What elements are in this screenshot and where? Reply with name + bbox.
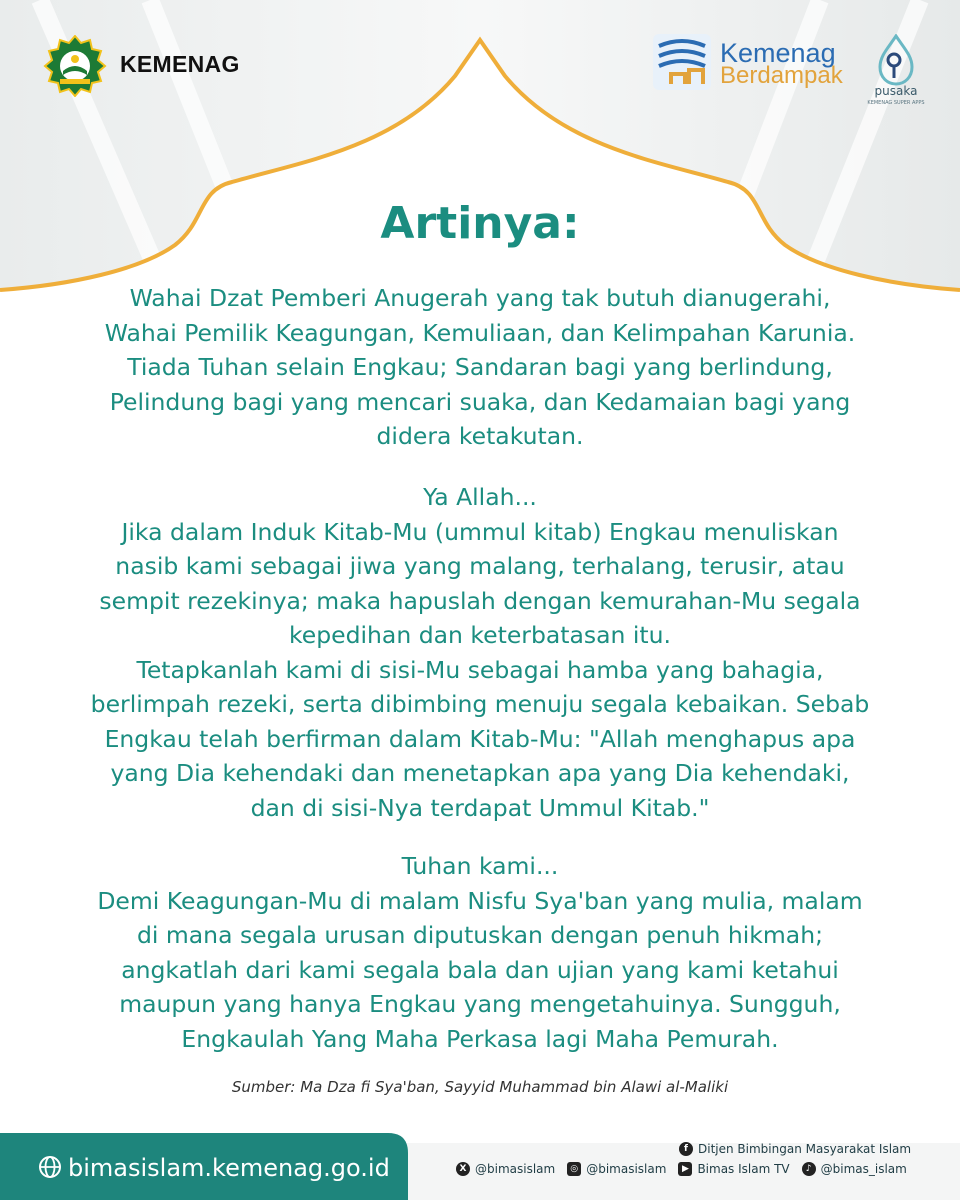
text-line: yang Dia kehendaki dan menetapkan apa yang Dia kehendaki, <box>110 759 850 787</box>
paragraph-1 <box>40 281 920 454</box>
youtube-label[interactable]: Bimas Islam TV <box>697 1162 790 1176</box>
instagram-label[interactable]: @bimasislam <box>586 1162 667 1176</box>
text-line: Jika dalam Induk Kitab-Mu (ummul kitab) Engkau menuliskan <box>121 517 839 546</box>
globe-icon <box>38 1155 62 1179</box>
text-line: Tetapkanlah kami di sisi-Mu sebagai hamba yang bahagia, <box>136 655 824 684</box>
text-line: Tuhan kami... <box>401 852 559 880</box>
text-line: maupun yang hanya Engkau yang mengetahuinya. Sungguh, <box>119 990 841 1018</box>
facebook-link[interactable] <box>679 1142 911 1156</box>
text-line: didera ketakutan. <box>376 422 584 450</box>
tiktok-icon: ♪ <box>802 1162 816 1176</box>
partner-logo-line2: Berdampak <box>720 62 843 89</box>
kemenag-berdampak-logo-icon <box>651 32 713 92</box>
text-line: di mana segala urusan diputuskan dengan penuh hikmah; <box>136 921 824 949</box>
x-icon: X <box>456 1162 470 1176</box>
paragraph-3 <box>40 849 920 1056</box>
pusaka-logo-icon <box>870 34 922 86</box>
text-line: Tiada Tuhan selain Engkau; Sandaran bagi yang berlindung, <box>127 353 833 381</box>
text-line: kepedihan dan keterbatasan itu. <box>288 621 671 649</box>
text-line: Ya Allah... <box>423 483 537 511</box>
text-line: Demi Keagungan-Mu di malam Nisfu Sya'ban yang mulia, malam <box>97 886 863 915</box>
text-line: Engkau telah berfirman dalam Kitab-Mu: "Allah menghapus apa <box>104 724 856 753</box>
source-citation: Sumber: Ma Dza fi Sya'ban, Sayyid Muhammad bin Alawi al-Maliki <box>231 1078 729 1096</box>
brand-name: KEMENAG <box>120 51 240 77</box>
paragraph-2 <box>40 480 920 825</box>
social-row <box>456 1162 907 1176</box>
text-line: sempit rezekinya; maka hapuslah dengan kemurahan-Mu segala <box>99 586 861 615</box>
youtube-icon: ▶ <box>678 1162 692 1176</box>
text-line: Wahai Dzat Pemberi Anugerah yang tak butuh dianugerahi, <box>129 284 831 312</box>
kemenag-emblem-icon <box>42 35 108 97</box>
facebook-icon: f <box>679 1142 693 1156</box>
text-line: berlimpah rezeki, serta dibimbing menuju segala kebaikan. Sebab <box>90 690 870 718</box>
text-line: Engkaulah Yang Maha Perkasa lagi Maha Pemurah. <box>181 1024 779 1053</box>
pusaka-sublabel: KEMENAG SUPER APPS <box>867 100 925 106</box>
instagram-icon: ◎ <box>567 1162 581 1176</box>
website-link[interactable]: bimasislam.kemenag.go.id <box>68 1154 390 1182</box>
text-line: nasib kami sebagai jiwa yang malang, terhalang, terusir, atau <box>115 552 845 580</box>
page-title: Artinya: <box>380 198 580 249</box>
text-line: dan di sisi-Nya terdapat Ummul Kitab." <box>250 793 710 822</box>
text-line: Wahai Pemilik Keagungan, Kemuliaan, dan Kelimpahan Karunia. <box>104 318 856 347</box>
text-line: Pelindung bagi yang mencari suaka, dan Kedamaian bagi yang <box>109 387 851 416</box>
pusaka-label: pusaka <box>874 84 918 98</box>
x-label[interactable]: @bimasislam <box>475 1162 556 1176</box>
text-line: angkatlah dari kami segala bala dan ujian yang kami ketahui <box>121 955 839 984</box>
tiktok-label[interactable]: @bimas_islam <box>820 1162 907 1176</box>
facebook-label: Ditjen Bimbingan Masyarakat Islam <box>698 1142 912 1156</box>
partner-logo-line1: Kemenag <box>720 38 836 68</box>
